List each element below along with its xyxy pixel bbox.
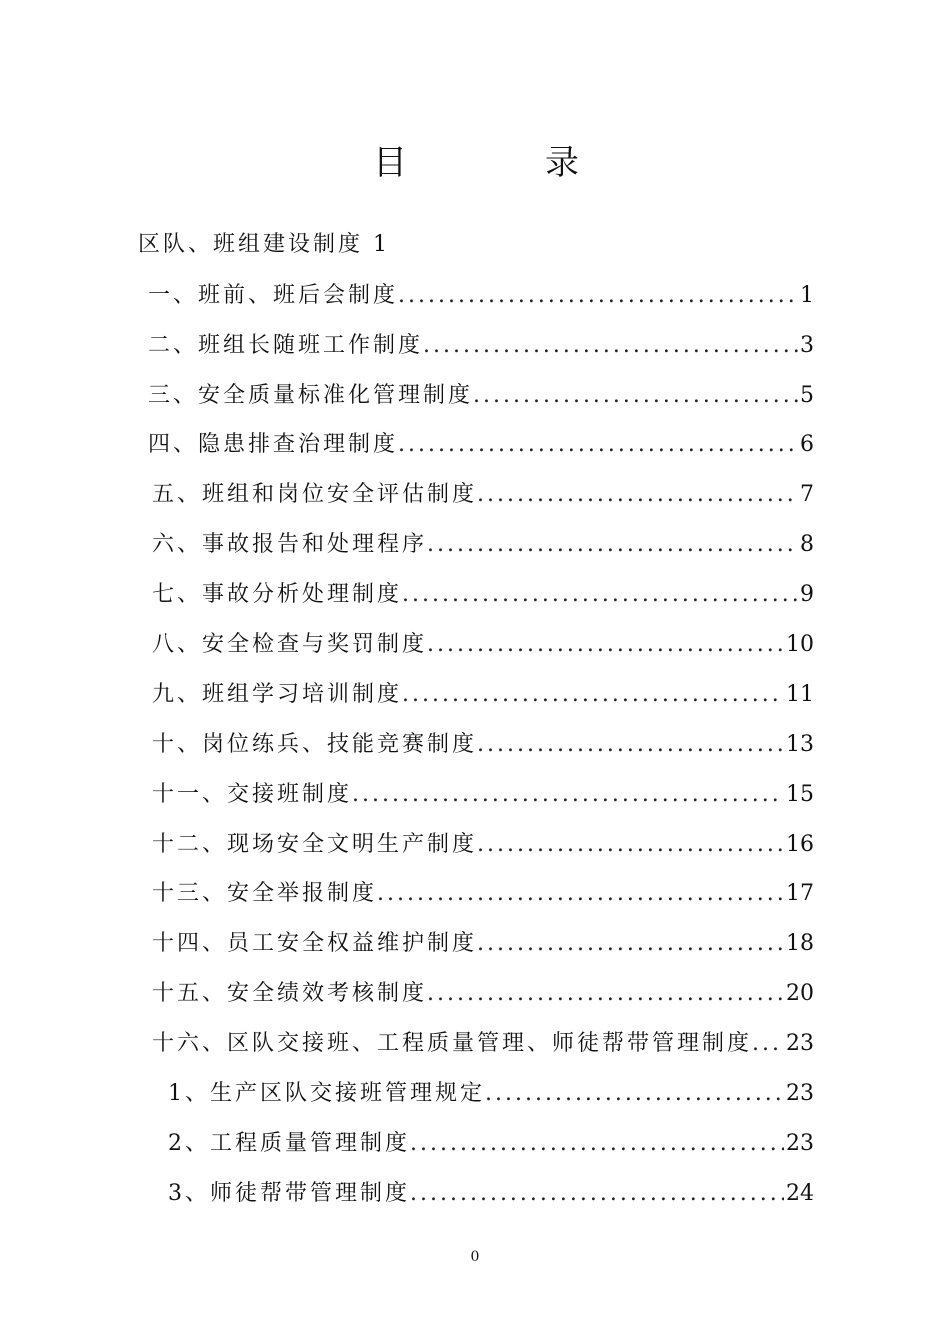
toc-leader-dots: [427, 976, 784, 1012]
toc-entry-label: 四、隐患排查治理制度: [148, 432, 399, 457]
toc-entry-page: 17: [786, 881, 814, 906]
toc-entry[interactable]: [152, 527, 814, 563]
toc-leader-dots: [427, 627, 784, 663]
toc-entry-label: 二、班组长随班工作制度: [148, 333, 424, 358]
toc-entry[interactable]: [152, 876, 814, 912]
toc-entry[interactable]: [148, 427, 814, 463]
toc-leader-dots: [402, 677, 784, 713]
toc-entry-label: 三、安全质量标准化管理制度: [148, 383, 474, 408]
toc-entry-page: 6: [800, 432, 814, 457]
page-number: 0: [470, 1249, 480, 1265]
toc-title: [0, 138, 950, 188]
toc-entry[interactable]: [152, 677, 814, 713]
toc-leader-dots: [477, 727, 784, 763]
toc-entry[interactable]: [152, 577, 814, 613]
toc-entry[interactable]: [152, 627, 814, 663]
toc-leader-dots: [398, 427, 798, 463]
toc-leader-dots: [477, 827, 784, 863]
toc-leader-dots: [477, 477, 798, 513]
toc-leader-dots: [427, 527, 798, 563]
toc-leader-dots: [752, 1026, 784, 1062]
toc-entry[interactable]: [152, 477, 814, 513]
toc-entry-label: 2、工程质量管理制度: [168, 1131, 410, 1156]
toc-entry[interactable]: [152, 976, 814, 1012]
toc-entry-label: 五、班组和岗位安全评估制度: [152, 482, 478, 507]
toc-leader-dots: [485, 1076, 784, 1112]
toc-entry[interactable]: [168, 1126, 814, 1162]
toc-entry-label: 十四、员工安全权益维护制度: [152, 931, 478, 956]
toc-entry-label: 十五、安全绩效考核制度: [152, 981, 428, 1006]
toc-entry-label: 八、安全检查与奖罚制度: [152, 632, 428, 657]
toc-entry[interactable]: [152, 777, 814, 813]
toc-entry[interactable]: [168, 1176, 814, 1212]
toc-entry[interactable]: [152, 727, 814, 763]
toc-entry[interactable]: [148, 328, 814, 364]
toc-leader-dots: [410, 1126, 784, 1162]
toc-title-char-2: 录: [545, 143, 579, 183]
toc-entry-label: 七、事故分析处理制度: [152, 582, 403, 607]
section-heading: 区队、班组建设制度 1: [138, 232, 390, 257]
toc-entry[interactable]: [152, 926, 814, 962]
toc-entry-page: 10: [786, 632, 814, 657]
toc-entry-label: 十二、现场安全文明生产制度: [152, 832, 478, 857]
toc-leader-dots: [410, 1176, 784, 1212]
toc-entry-page: 1: [800, 283, 814, 308]
toc-entry-page: 8: [800, 532, 814, 557]
toc-entry-page: 7: [800, 482, 814, 507]
toc-leader-dots: [352, 777, 784, 813]
toc-entry[interactable]: [148, 278, 814, 314]
toc-entry-label: 九、班组学习培训制度: [152, 682, 403, 707]
toc-entry-label: 一、班前、班后会制度: [148, 283, 399, 308]
toc-entry[interactable]: [168, 1076, 814, 1112]
toc-entry-page: 23: [786, 1081, 814, 1106]
toc-entry-page: 15: [786, 782, 814, 807]
toc-leader-dots: [477, 926, 784, 962]
toc-entry-page: 24: [786, 1181, 814, 1206]
toc-entry-page: 11: [786, 682, 814, 707]
toc-entry-label: 3、师徒帮带管理制度: [168, 1181, 410, 1206]
toc-entry-page: 16: [786, 832, 814, 857]
toc-entry-page: 18: [786, 931, 814, 956]
toc-leader-dots: [398, 278, 798, 314]
toc-entry-page: 23: [786, 1031, 814, 1056]
toc-entry-label: 十三、安全举报制度: [152, 881, 378, 906]
toc-leader-dots: [402, 577, 798, 613]
toc-leader-dots: [423, 328, 798, 364]
toc-entry[interactable]: [148, 378, 814, 414]
toc-entry-label: 1、生产区队交接班管理规定: [168, 1081, 485, 1106]
toc-entry-page: 20: [786, 981, 814, 1006]
toc-entry[interactable]: [152, 827, 814, 863]
toc-entry-label: 十、岗位练兵、技能竞赛制度: [152, 732, 478, 757]
toc-leader-dots: [473, 378, 798, 414]
toc-entry-page: 13: [786, 732, 814, 757]
toc-entry-label: 十六、区队交接班、工程质量管理、师徒帮带管理制度: [152, 1031, 753, 1056]
toc-entry-label: 十一、交接班制度: [152, 782, 353, 807]
toc-entry[interactable]: [152, 1026, 814, 1062]
toc-entry-label: 六、事故报告和处理程序: [152, 532, 428, 557]
toc-entry-page: 23: [786, 1131, 814, 1156]
toc-entry-page: 9: [800, 582, 814, 607]
toc-entry-page: 3: [800, 333, 814, 358]
toc-entry-page: 5: [800, 383, 814, 408]
toc-leader-dots: [377, 876, 784, 912]
toc-title-char-1: 目: [373, 143, 407, 183]
